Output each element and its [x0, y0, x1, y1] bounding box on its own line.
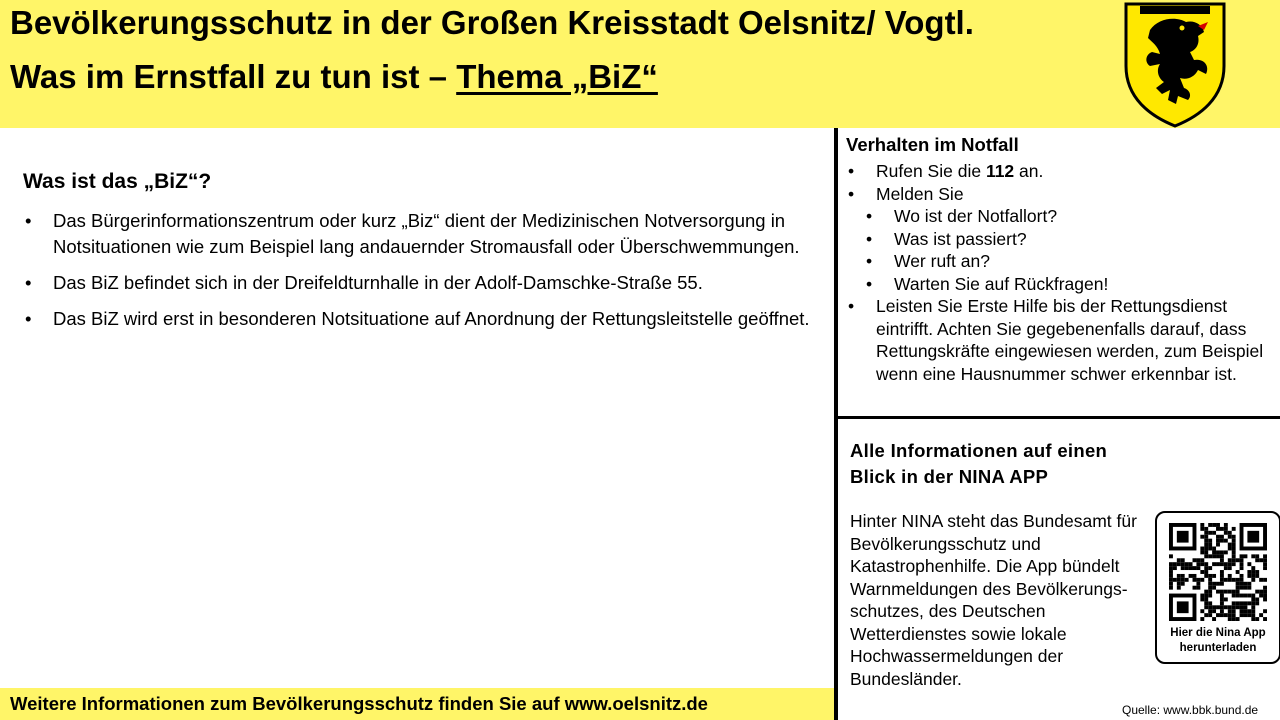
page-title: Bevölkerungsschutz in der Großen Kreisstadt Oelsnitz/ Vogtl.	[10, 4, 974, 41]
nina-section	[850, 438, 1150, 689]
coat-of-arms-lion-icon	[1120, 0, 1230, 128]
column-divider	[834, 128, 838, 720]
nina-description: Hinter NINA steht das Bundesamt für Bevölkerungsschutz und Katastrophenhilfe. Die App bündelt Warnmeldungen des Bevölkerungs-schutzes, des Deutschen Wetterdienstes sowie lokale Hochwassermeldungen der Bundesländer.	[850, 511, 1137, 689]
section-divider	[838, 416, 1280, 419]
question-item: • Wo ist der Notfallort?	[846, 205, 1276, 228]
subtitle-topic: Thema „BiZ“	[456, 58, 658, 95]
page-subtitle	[10, 58, 658, 96]
subtitle-prefix: Was im Ernstfall zu tun ist –	[10, 58, 457, 95]
biz-list-item: • Das BiZ wird erst in besonderen Notsituatione auf Anordnung der Rettungsleitstelle geöffnet.	[23, 306, 813, 332]
question-item: • Was ist passiert?	[846, 228, 1276, 251]
footer-banner	[0, 688, 834, 720]
call-prefix: Rufen Sie die	[876, 161, 986, 181]
biz-list-item: • Das BiZ befindet sich in der Dreifeldturnhalle in der Adolf-Damschke-Straße 55.	[23, 270, 813, 296]
emergency-heading: Verhalten im Notfall	[846, 134, 1019, 155]
emergency-number: 112	[985, 161, 1015, 181]
header-banner	[0, 0, 1280, 128]
biz-heading: Was ist das „BiZ“?	[23, 170, 212, 193]
qr-label	[1157, 626, 1279, 656]
qr-download-box[interactable]	[1155, 511, 1280, 664]
call-suffix: an.	[1014, 161, 1044, 181]
emergency-call-item	[846, 160, 1276, 183]
qr-code-icon[interactable]	[1169, 523, 1267, 621]
biz-list-item: • Das Bürgerinformationszentrum oder kurz „Biz“ dient der Medizinischen Notversorgung in Notsituationen wie zum Beispiel lang andauernder Stromausfall oder Überschwemmungen.	[23, 208, 813, 260]
nina-heading-line2: Blick in der NINA APP	[850, 466, 1049, 487]
biz-list	[23, 208, 813, 332]
qr-label-line2: herunterladen	[1179, 642, 1257, 654]
qr-label-line1: Hier die Nina App	[1170, 627, 1266, 639]
emergency-section	[846, 134, 1276, 385]
emergency-list	[846, 160, 1276, 205]
first-aid-item: • Leisten Sie Erste Hilfe bis der Rettungsdienst eintrifft. Achten Sie gegebenenfalls darauf, dass Rettungskräfte eingewiesen werden, zum Beispiel wenn eine Hausnummer schwer erkennbar ist.	[846, 295, 1276, 385]
emergency-list-continued	[846, 295, 1276, 385]
footer-text[interactable]: Weitere Informationen zum Bevölkerungsschutz finden Sie auf www.oelsnitz.de	[10, 693, 708, 714]
emergency-report-item: • Melden Sie	[846, 183, 1276, 206]
question-item: • Warten Sie auf Rückfragen!	[846, 273, 1276, 296]
biz-section	[23, 170, 813, 342]
nina-heading-line1: Alle Informationen auf einen	[850, 440, 1108, 461]
source-note: Quelle: www.bbk.bund.de	[1122, 703, 1259, 717]
question-item: • Wer ruft an?	[846, 250, 1276, 273]
nina-heading	[850, 438, 1150, 490]
emergency-questions	[846, 205, 1276, 295]
